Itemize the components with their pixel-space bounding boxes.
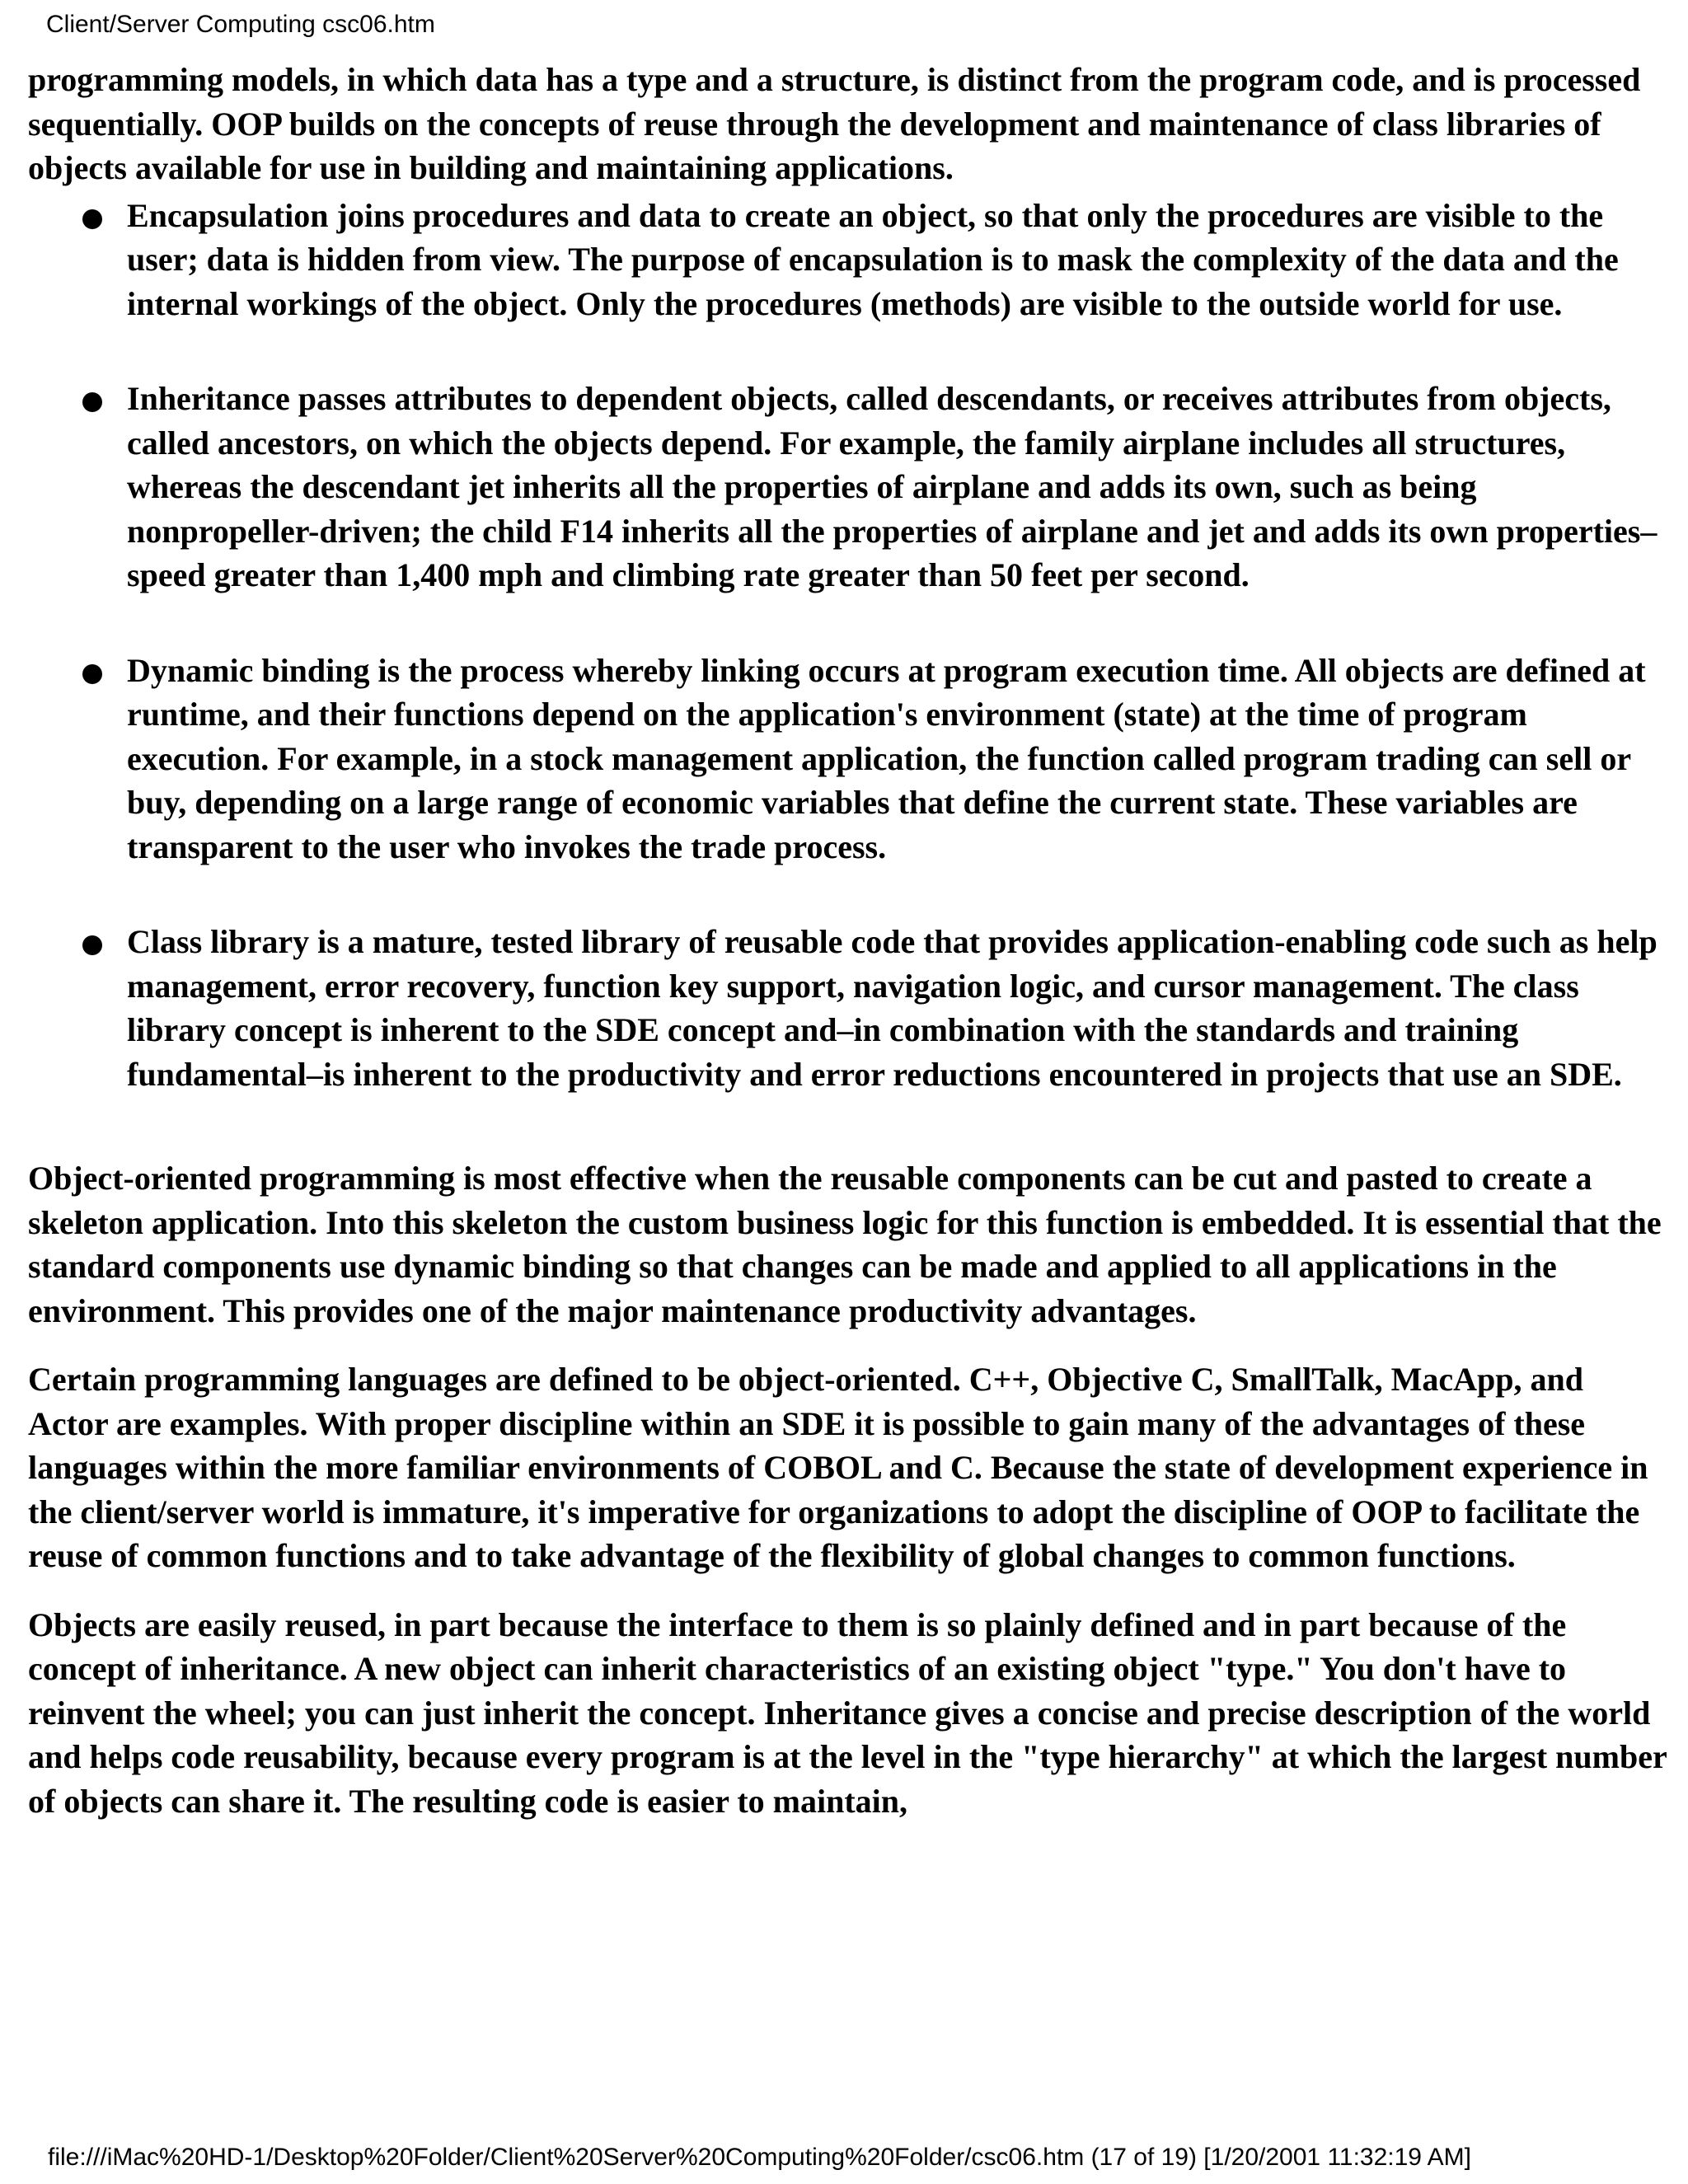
page-footer-url: file:///iMac%20HD-1/Desktop%20Folder/Client%20Server%20Computing%20Folder/csc06.htm (17 of 19) [1/20/2001 11:32:19 AM] — [48, 2144, 1472, 2171]
paragraph-objects-reuse: Objects are easily reused, in part because the interface to them is so plainly defined and in part because of the concept of inheritance. A new object can inherit characteristics of an existing object "type." You don't have to reinvent the wheel; you can just inherit the concept. Inheritance gives a concise and precise description of the world and helps code reusability, because every program is at the level in the "type hierarchy" at which the largest number of objects can share it. The resulting code is easier to maintain, — [28, 1605, 1667, 1820]
page-header-title: Client/Server Computing csc06.htm — [46, 11, 435, 38]
bullet-item-encapsulation — [28, 194, 1668, 326]
bullet-text: Encapsulation joins procedures and data to create an object, so that only the procedures are visible to the user; data is hidden from view. The purpose of encapsulation is to mask the complexity of the data and the internal workings of the object. Only the procedures (methods) are visible to the outside world for use. — [127, 196, 1619, 322]
bullet-text: Dynamic binding is the process whereby linking occurs at program execution time. All objects are defined at runtime, and their functions depend on the application's environment (state) at the time of program execution. For example, in a stock management application, the function called program trading can sell or buy, depending on a large range of economic variables that define the current state. These variables are transparent to the user who invokes the trade process. — [127, 651, 1646, 865]
intro-paragraph: programming models, in which data has a type and a structure, is distinct from the program code, and is processed sequentially. OOP builds on the concepts of reuse through the development and maintenance of class libraries of objects available for use in building and maintaining applications. — [28, 61, 1641, 186]
bullet-icon — [82, 664, 102, 684]
bullet-item-dynamic-binding — [28, 649, 1668, 869]
bullet-text: Inheritance passes attributes to dependent objects, called descendants, or receives attributes from objects, called ancestors, on which the objects depend. For example, the family airplane includes all structures, whereas the descendant jet inherits all the properties of airplane and adds its own, such as being nonpropeller-driven; the child F14 inherits all the properties of airplane and jet and adds its own properties–speed greater than 1,400 mph and climbing rate greater than 50 feet per second. — [127, 380, 1658, 593]
bullet-icon — [82, 935, 102, 955]
bullet-icon — [82, 209, 102, 229]
bullet-text: Class library is a mature, tested library of reusable code that provides application-enabling code such as help management, error recovery, function key support, navigation logic, and cursor management. The class library concept is inherent to the SDE concept and–in combination with the standards and training fundamental–is inherent to the productivity and error reductions encountered in projects that use an SDE. — [127, 923, 1658, 1093]
document-body — [28, 58, 1668, 1823]
bullet-item-inheritance — [28, 377, 1668, 598]
bullet-item-class-library — [28, 920, 1668, 1096]
paragraph-oop-languages: Certain programming languages are defined to be object-oriented. C++, Objective C, SmallTalk, MacApp, and Actor are examples. With proper discipline within an SDE it is possible to gain many of the advantages of these languages within the more familiar environments of COBOL and C. Because the state of development experience in the client/server world is immature, it's imperative for organizations to adopt the discipline of OOP to facilitate the reuse of common functions and to take advantage of the flexibility of global changes to common functions. — [28, 1361, 1648, 1574]
paragraph-oop-effective: Object-oriented programming is most effective when the reusable components can be cut and pasted to create a skeleton application. Into this skeleton the custom business logic for this function is embedded. It is essential that the standard components use dynamic binding so that changes can be made and applied to all applications in the environment. This provides one of the major maintenance productivity advantages. — [28, 1160, 1662, 1329]
bullet-list — [28, 194, 1668, 1097]
bullet-icon — [82, 392, 102, 412]
